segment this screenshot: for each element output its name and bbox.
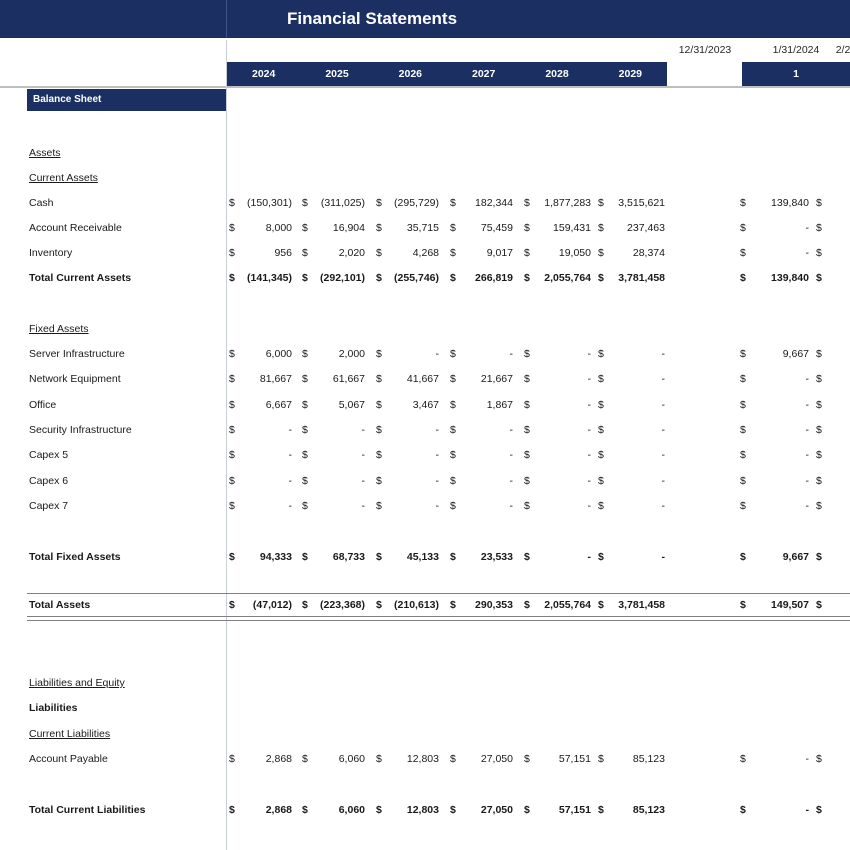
- currency-symbol: $: [740, 197, 746, 209]
- year-header-2029: 2029: [618, 68, 642, 80]
- currency-symbol: $: [302, 551, 308, 563]
- currency-symbol: $: [302, 348, 308, 360]
- row-label-current-assets: Current Assets: [29, 172, 98, 184]
- cell-value: 57,151: [558, 804, 591, 816]
- currency-symbol: $: [376, 475, 382, 487]
- cell-value: 35,715: [406, 222, 439, 234]
- currency-symbol: $: [524, 197, 530, 209]
- currency-symbol: $: [450, 272, 456, 284]
- cell-value: 149,507: [771, 599, 809, 611]
- currency-symbol: $: [229, 753, 235, 765]
- currency-symbol: $: [450, 197, 456, 209]
- currency-symbol: $: [524, 449, 530, 461]
- currency-symbol: $: [524, 399, 530, 411]
- cell-value: 21,667: [480, 373, 513, 385]
- cell-value: 2,000: [338, 348, 365, 360]
- currency-symbol: $: [376, 500, 382, 512]
- cell-value: -: [435, 348, 439, 360]
- cell-value: (47,012): [252, 599, 292, 611]
- currency-symbol: $: [524, 753, 530, 765]
- currency-symbol: $: [598, 399, 604, 411]
- currency-symbol: $: [229, 804, 235, 816]
- date-header-cell: 12/31/2023: [678, 44, 732, 56]
- currency-symbol: $: [740, 348, 746, 360]
- date-header-cell: 1/31/2024: [772, 44, 820, 56]
- currency-symbol: $: [524, 475, 530, 487]
- currency-symbol: $: [598, 247, 604, 259]
- row-label-office: Office: [29, 399, 57, 411]
- currency-symbol: $: [376, 449, 382, 461]
- table-row: [0, 216, 850, 241]
- cell-value: -: [509, 500, 513, 512]
- table-row: [0, 798, 850, 823]
- currency-symbol: $: [376, 247, 382, 259]
- currency-symbol: $: [450, 475, 456, 487]
- currency-symbol: $: [450, 500, 456, 512]
- currency-symbol: $: [740, 804, 746, 816]
- cell-value: 3,781,458: [618, 599, 665, 611]
- currency-symbol: $: [816, 222, 822, 234]
- currency-symbol: $: [524, 599, 530, 611]
- cell-value: 6,000: [265, 348, 292, 360]
- currency-symbol: $: [816, 753, 822, 765]
- cell-value: -: [435, 475, 439, 487]
- currency-symbol: $: [229, 500, 235, 512]
- currency-symbol: $: [598, 599, 604, 611]
- cell-value: -: [435, 424, 439, 436]
- currency-symbol: $: [524, 373, 530, 385]
- currency-symbol: $: [376, 599, 382, 611]
- cell-value: 27,050: [480, 753, 513, 765]
- currency-symbol: $: [598, 475, 604, 487]
- page-title: Financial Statements: [286, 9, 458, 28]
- year-header-2028: 2028: [545, 68, 569, 80]
- cell-value: 1,877,283: [544, 197, 591, 209]
- cell-value: (255,746): [394, 272, 439, 284]
- currency-symbol: $: [450, 373, 456, 385]
- table-row: [0, 317, 850, 342]
- cell-value: -: [805, 424, 809, 436]
- currency-symbol: $: [229, 449, 235, 461]
- cell-value: 2,868: [265, 804, 292, 816]
- currency-symbol: $: [740, 449, 746, 461]
- currency-symbol: $: [816, 475, 822, 487]
- currency-symbol: $: [376, 348, 382, 360]
- currency-symbol: $: [740, 424, 746, 436]
- table-row: [0, 191, 850, 216]
- currency-symbol: $: [376, 373, 382, 385]
- cell-value: 6,667: [265, 399, 292, 411]
- cell-value: -: [361, 475, 365, 487]
- currency-symbol: $: [376, 222, 382, 234]
- currency-symbol: $: [376, 197, 382, 209]
- currency-symbol: $: [450, 424, 456, 436]
- cell-value: 23,533: [480, 551, 513, 563]
- cell-value: -: [435, 500, 439, 512]
- cell-value: -: [288, 449, 292, 461]
- currency-symbol: $: [450, 247, 456, 259]
- currency-symbol: $: [376, 753, 382, 765]
- cell-value: 290,353: [475, 599, 513, 611]
- currency-symbol: $: [816, 424, 822, 436]
- cell-value: 45,133: [406, 551, 439, 563]
- row-label-network-equipment: Network Equipment: [29, 373, 121, 385]
- cell-value: 81,667: [259, 373, 292, 385]
- cell-value: -: [805, 500, 809, 512]
- cell-value: 956: [274, 247, 292, 259]
- total-rule-bottom-outer: [27, 620, 850, 621]
- cell-value: -: [435, 449, 439, 461]
- cell-value: -: [805, 222, 809, 234]
- cell-value: 41,667: [406, 373, 439, 385]
- cell-value: 8,000: [265, 222, 292, 234]
- month-header-band: [742, 62, 850, 86]
- currency-symbol: $: [229, 222, 235, 234]
- currency-symbol: $: [229, 348, 235, 360]
- year-header-2027: 2027: [471, 68, 496, 80]
- cell-value: 94,333: [259, 551, 292, 563]
- row-label-fixed-assets: Fixed Assets: [29, 323, 89, 335]
- currency-symbol: $: [816, 272, 822, 284]
- table-row: [0, 747, 850, 772]
- table-row: [0, 418, 850, 443]
- month-index-header: 1: [793, 68, 799, 80]
- cell-value: -: [361, 449, 365, 461]
- cell-value: 139,840: [771, 197, 809, 209]
- cell-value: 28,374: [632, 247, 665, 259]
- cell-value: -: [288, 424, 292, 436]
- currency-symbol: $: [302, 272, 308, 284]
- cell-value: 237,463: [627, 222, 665, 234]
- row-label-account-payable: Account Payable: [29, 753, 108, 765]
- currency-symbol: $: [302, 599, 308, 611]
- currency-symbol: $: [524, 222, 530, 234]
- currency-symbol: $: [450, 449, 456, 461]
- row-label-capex5: Capex 5: [29, 449, 69, 461]
- cell-value: -: [661, 500, 665, 512]
- currency-symbol: $: [524, 272, 530, 284]
- currency-symbol: $: [450, 222, 456, 234]
- currency-symbol: $: [816, 449, 822, 461]
- table-row: [0, 696, 850, 721]
- currency-symbol: $: [598, 197, 604, 209]
- currency-symbol: $: [598, 551, 604, 563]
- cell-value: 2,055,764: [544, 599, 591, 611]
- currency-symbol: $: [740, 399, 746, 411]
- row-label-account-receivable: Account Receivable: [29, 222, 122, 234]
- cell-value: (150,301): [247, 197, 292, 209]
- cell-value: (311,025): [320, 197, 365, 209]
- table-row: [0, 671, 850, 696]
- row-label-current-liabilities: Current Liabilities: [29, 728, 111, 740]
- table-row: [0, 393, 850, 418]
- cell-value: -: [361, 500, 365, 512]
- table-row: [0, 469, 850, 494]
- cell-value: -: [509, 348, 513, 360]
- row-label-total-current-liabilities: Total Current Liabilities: [29, 804, 146, 816]
- cell-value: 182,344: [475, 197, 513, 209]
- cell-value: 4,268: [412, 247, 439, 259]
- currency-symbol: $: [598, 449, 604, 461]
- cell-value: 9,017: [486, 247, 513, 259]
- currency-symbol: $: [302, 753, 308, 765]
- currency-symbol: $: [740, 373, 746, 385]
- cell-value: 5,067: [338, 399, 365, 411]
- row-label-liabilities: Liabilities: [29, 702, 78, 714]
- currency-symbol: $: [229, 373, 235, 385]
- cell-value: (292,101): [320, 272, 365, 284]
- table-row: [0, 342, 850, 367]
- currency-symbol: $: [376, 804, 382, 816]
- currency-symbol: $: [816, 197, 822, 209]
- cell-value: -: [661, 348, 665, 360]
- year-header-2025: 2025: [325, 68, 349, 80]
- currency-symbol: $: [229, 197, 235, 209]
- year-header-band: [227, 62, 667, 86]
- currency-symbol: $: [598, 500, 604, 512]
- cell-value: 1,867: [486, 399, 513, 411]
- currency-symbol: $: [302, 500, 308, 512]
- cell-value: -: [805, 475, 809, 487]
- row-label-inventory: Inventory: [29, 247, 73, 259]
- row-label-total-assets: Total Assets: [29, 599, 91, 611]
- cell-value: -: [361, 424, 365, 436]
- balance-sheet-label: Balance Sheet: [33, 94, 102, 105]
- currency-symbol: $: [302, 449, 308, 461]
- date-header-cell: 2/2: [835, 44, 850, 56]
- currency-symbol: $: [302, 222, 308, 234]
- cell-value: -: [288, 500, 292, 512]
- header-underline: [0, 86, 850, 88]
- row-label-cash: Cash: [29, 197, 54, 209]
- currency-symbol: $: [740, 272, 746, 284]
- table-row: [0, 266, 850, 291]
- cell-value: -: [661, 449, 665, 461]
- cell-value: 3,515,621: [618, 197, 665, 209]
- currency-symbol: $: [376, 399, 382, 411]
- cell-value: -: [509, 449, 513, 461]
- currency-symbol: $: [816, 551, 822, 563]
- row-label-total-current-assets: Total Current Assets: [29, 272, 132, 284]
- cell-value: -: [587, 348, 591, 360]
- cell-value: -: [805, 247, 809, 259]
- currency-symbol: $: [229, 599, 235, 611]
- currency-symbol: $: [740, 753, 746, 765]
- currency-symbol: $: [524, 424, 530, 436]
- currency-symbol: $: [740, 222, 746, 234]
- currency-symbol: $: [450, 599, 456, 611]
- currency-symbol: $: [229, 551, 235, 563]
- currency-symbol: $: [816, 247, 822, 259]
- currency-symbol: $: [816, 599, 822, 611]
- table-row: [0, 545, 850, 570]
- cell-value: -: [587, 500, 591, 512]
- cell-value: 9,667: [782, 348, 809, 360]
- row-label-assets: Assets: [29, 147, 61, 159]
- cell-value: -: [805, 373, 809, 385]
- cell-value: -: [805, 753, 809, 765]
- row-label-server-infrastructure: Server Infrastructure: [29, 348, 125, 360]
- currency-symbol: $: [598, 424, 604, 436]
- currency-symbol: $: [524, 348, 530, 360]
- currency-symbol: $: [598, 373, 604, 385]
- currency-symbol: $: [740, 500, 746, 512]
- currency-symbol: $: [524, 551, 530, 563]
- balance-sheet-section-header: [27, 89, 227, 111]
- cell-value: -: [805, 804, 809, 816]
- currency-symbol: $: [302, 475, 308, 487]
- cell-value: 2,868: [265, 753, 292, 765]
- currency-symbol: $: [229, 399, 235, 411]
- currency-symbol: $: [740, 599, 746, 611]
- cell-value: -: [587, 449, 591, 461]
- cell-value: 57,151: [558, 753, 591, 765]
- currency-symbol: $: [450, 753, 456, 765]
- currency-symbol: $: [816, 373, 822, 385]
- cell-value: (223,368): [320, 599, 365, 611]
- table-row: [0, 141, 850, 166]
- currency-symbol: $: [302, 804, 308, 816]
- cell-value: 27,050: [480, 804, 513, 816]
- currency-symbol: $: [229, 272, 235, 284]
- cell-value: -: [288, 475, 292, 487]
- currency-symbol: $: [229, 475, 235, 487]
- currency-symbol: $: [598, 804, 604, 816]
- currency-symbol: $: [816, 399, 822, 411]
- row-label-capex6: Capex 6: [29, 475, 69, 487]
- row-label-security-infrastructure: Security Infrastructure: [29, 424, 132, 436]
- cell-value: (295,729): [394, 197, 439, 209]
- cell-value: 2,055,764: [544, 272, 591, 284]
- currency-symbol: $: [740, 475, 746, 487]
- cell-value: 6,060: [338, 804, 365, 816]
- cell-value: 68,733: [332, 551, 365, 563]
- table-row: [0, 443, 850, 468]
- currency-symbol: $: [598, 753, 604, 765]
- table-row: [0, 166, 850, 191]
- cell-value: -: [509, 475, 513, 487]
- currency-symbol: $: [740, 247, 746, 259]
- currency-symbol: $: [524, 804, 530, 816]
- cell-value: 6,060: [338, 753, 365, 765]
- title-band: [0, 0, 850, 38]
- currency-symbol: $: [816, 804, 822, 816]
- cell-value: 266,819: [475, 272, 513, 284]
- currency-symbol: $: [598, 272, 604, 284]
- date-header-row: [0, 40, 850, 60]
- cell-value: 12,803: [406, 753, 439, 765]
- currency-symbol: $: [450, 399, 456, 411]
- currency-symbol: $: [450, 804, 456, 816]
- cell-value: 85,123: [632, 753, 665, 765]
- currency-symbol: $: [229, 424, 235, 436]
- currency-symbol: $: [524, 247, 530, 259]
- cell-value: -: [661, 399, 665, 411]
- cell-value: 2,020: [338, 247, 365, 259]
- cell-value: -: [805, 449, 809, 461]
- currency-symbol: $: [302, 373, 308, 385]
- currency-symbol: $: [229, 247, 235, 259]
- cell-value: -: [805, 399, 809, 411]
- currency-symbol: $: [816, 500, 822, 512]
- row-label-total-fixed-assets: Total Fixed Assets: [29, 551, 121, 563]
- year-header-2024: 2024: [251, 68, 276, 80]
- cell-value: -: [587, 373, 591, 385]
- cell-value: -: [661, 373, 665, 385]
- currency-symbol: $: [376, 551, 382, 563]
- cell-value: 16,904: [332, 222, 365, 234]
- currency-symbol: $: [816, 348, 822, 360]
- cell-value: 139,840: [771, 272, 809, 284]
- cell-value: 75,459: [480, 222, 513, 234]
- currency-symbol: $: [450, 348, 456, 360]
- table-row: [0, 241, 850, 266]
- currency-symbol: $: [598, 222, 604, 234]
- cell-value: -: [661, 475, 665, 487]
- cell-value: -: [587, 551, 591, 563]
- cell-value: (210,613): [394, 599, 439, 611]
- row-label-capex7: Capex 7: [29, 500, 69, 512]
- currency-symbol: $: [376, 424, 382, 436]
- cell-value: 159,431: [553, 222, 591, 234]
- cell-value: -: [587, 475, 591, 487]
- cell-value: 3,467: [412, 399, 439, 411]
- currency-symbol: $: [376, 272, 382, 284]
- currency-symbol: $: [302, 197, 308, 209]
- currency-symbol: $: [598, 348, 604, 360]
- cell-value: 3,781,458: [618, 272, 665, 284]
- year-header-2026: 2026: [398, 68, 422, 80]
- currency-symbol: $: [740, 551, 746, 563]
- table-row: [0, 367, 850, 392]
- cell-value: 61,667: [332, 373, 365, 385]
- cell-value: -: [509, 424, 513, 436]
- currency-symbol: $: [302, 247, 308, 259]
- cell-value: 12,803: [406, 804, 439, 816]
- currency-symbol: $: [524, 500, 530, 512]
- currency-symbol: $: [450, 551, 456, 563]
- cell-value: -: [661, 424, 665, 436]
- table-row: [0, 494, 850, 519]
- table-row: [0, 593, 850, 618]
- cell-value: (141,345): [247, 272, 292, 284]
- cell-value: 9,667: [782, 551, 809, 563]
- cell-value: -: [587, 424, 591, 436]
- table-row: [0, 722, 850, 747]
- cell-value: -: [587, 399, 591, 411]
- row-label-liabilities-and-equity: Liabilities and Equity: [29, 677, 125, 689]
- currency-symbol: $: [302, 399, 308, 411]
- cell-value: 19,050: [558, 247, 591, 259]
- cell-value: 85,123: [632, 804, 665, 816]
- currency-symbol: $: [302, 424, 308, 436]
- cell-value: -: [661, 551, 665, 563]
